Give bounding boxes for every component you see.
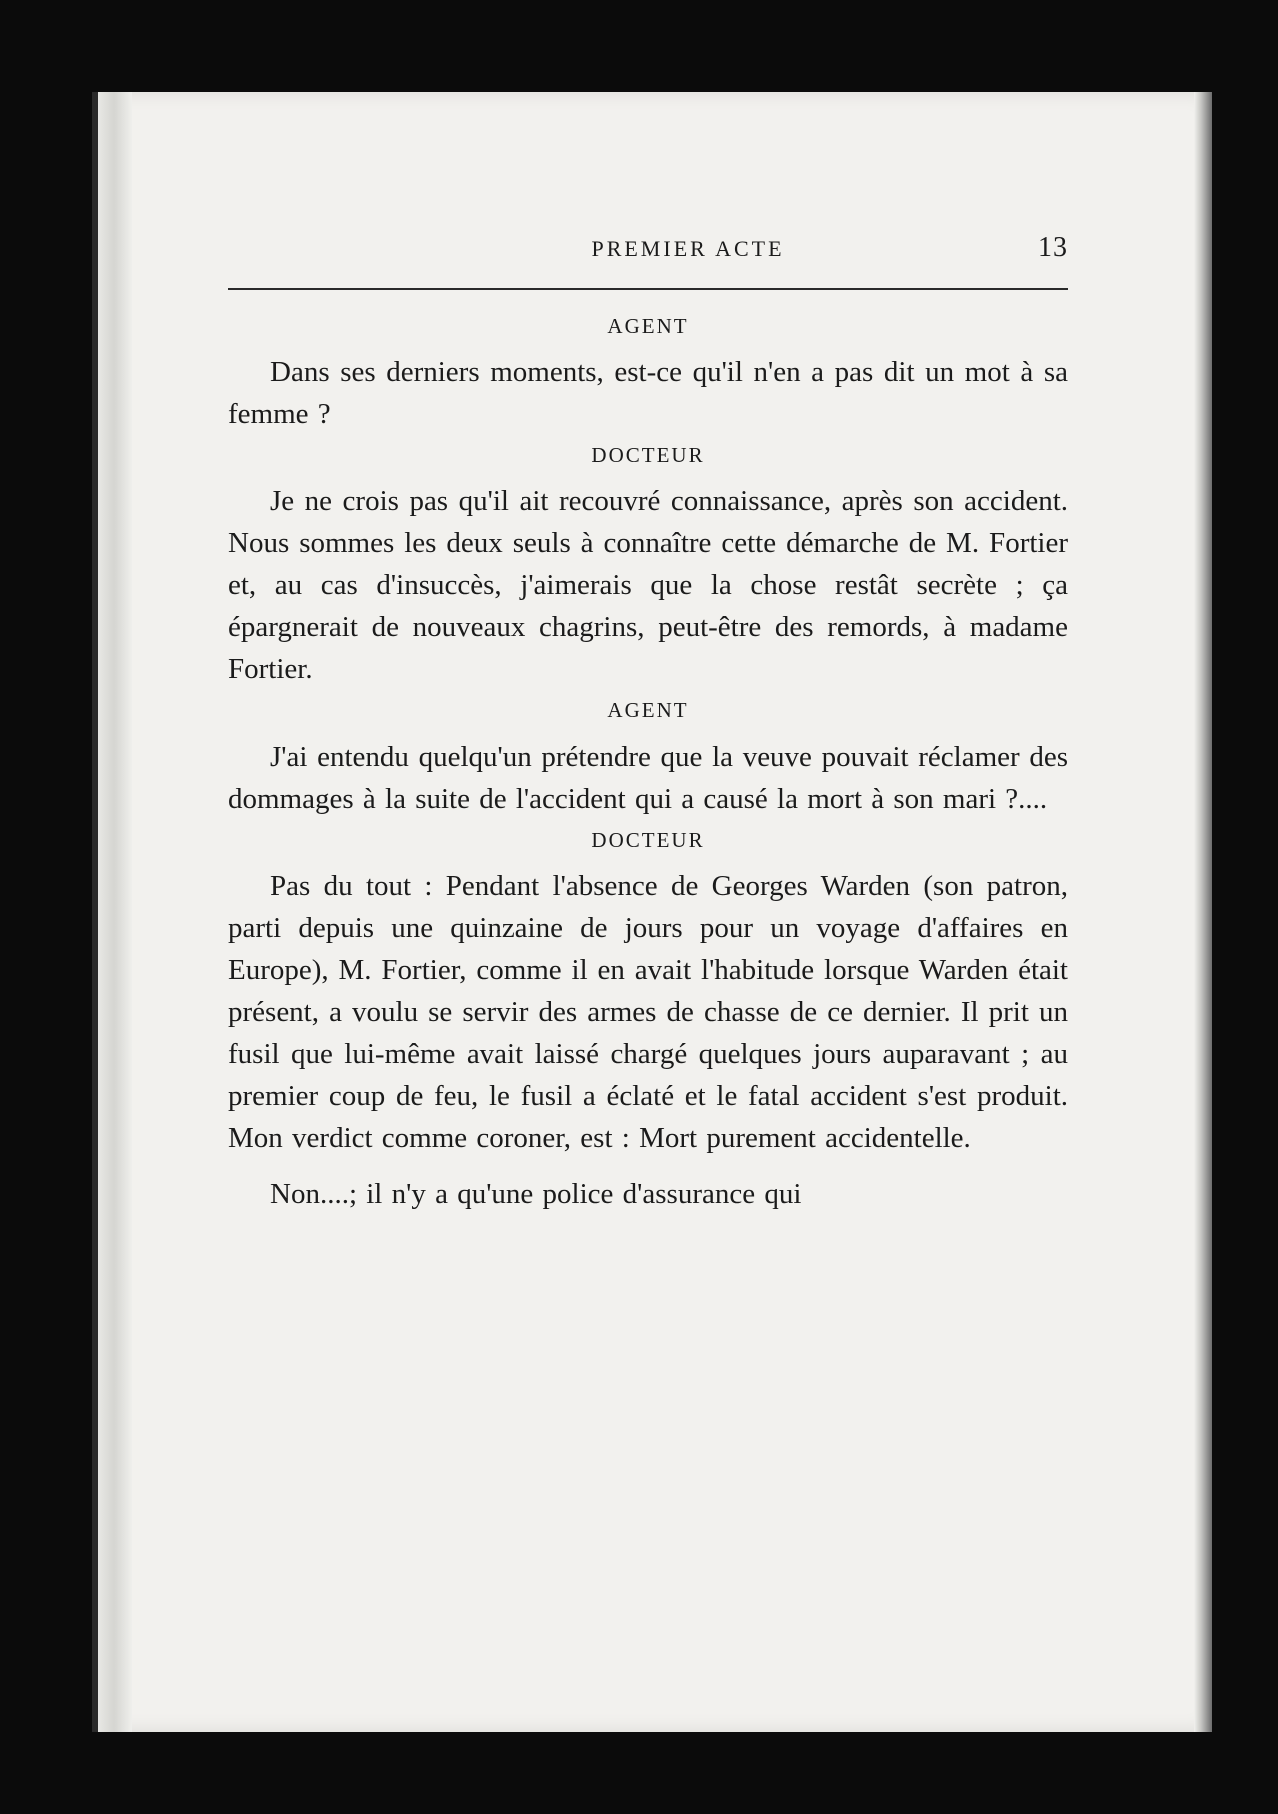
continuation-paragraph: Non....; il n'y a qu'une police d'assurance qui	[270, 1177, 802, 1210]
dialogue-paragraph: Pas du tout : Pendant l'absence de Georges Warden (son patron, parti depuis une quinzaine de jours pour un voyage d'affaires en Europe), M. Fortier, comme il en avait l'habitude lorsque Warden était présent, a voulu se servir des armes de chasse de ce dernier. Il prit un fusil que lui-même avait laissé chargé quelques jours auparavant ; au premier coup de feu, le fusil a éclaté et le fatal accident s'est produit. Mon verdict comme coroner, est : Mort purement accidentelle.	[228, 869, 1068, 1154]
dialogue-paragraph: J'ai entendu quelqu'un prétendre que la veuve pouvait réclamer des dommages à la suite de l'accident qui a causé la mort à son mari ?....	[228, 740, 1068, 815]
page-gutter	[92, 92, 132, 1732]
running-head	[228, 232, 1068, 272]
running-title: PREMIER ACTE	[591, 236, 785, 261]
dialogue-paragraph: Je ne crois pas qu'il ait recouvré connaissance, après son accident. Nous sommes les deux seuls à connaître cette démarche de M. Fortier et, au cas d'insuccès, j'aimerais que la chose restât secrète ; ça épargnerait de nouveaux chagrins, peut-être des remords, à madame Fortier.	[228, 485, 1068, 686]
dialogue-paragraph: Dans ses derniers moments, est-ce qu'il n'en a pas dit un mot à sa femme ?	[228, 356, 1068, 431]
speaker-label: AGENT	[607, 698, 689, 723]
speaker-label: AGENT	[607, 314, 689, 338]
header-rule	[228, 288, 1068, 290]
gutter-shadow	[92, 92, 98, 1732]
speaker-label: DOCTEUR	[591, 443, 705, 468]
speaker-label: DOCTEUR	[591, 827, 705, 852]
book-page	[92, 92, 1212, 1732]
page-edge	[1194, 92, 1212, 1732]
page-text-block	[228, 232, 1068, 1223]
page-number: 13	[1038, 232, 1068, 263]
